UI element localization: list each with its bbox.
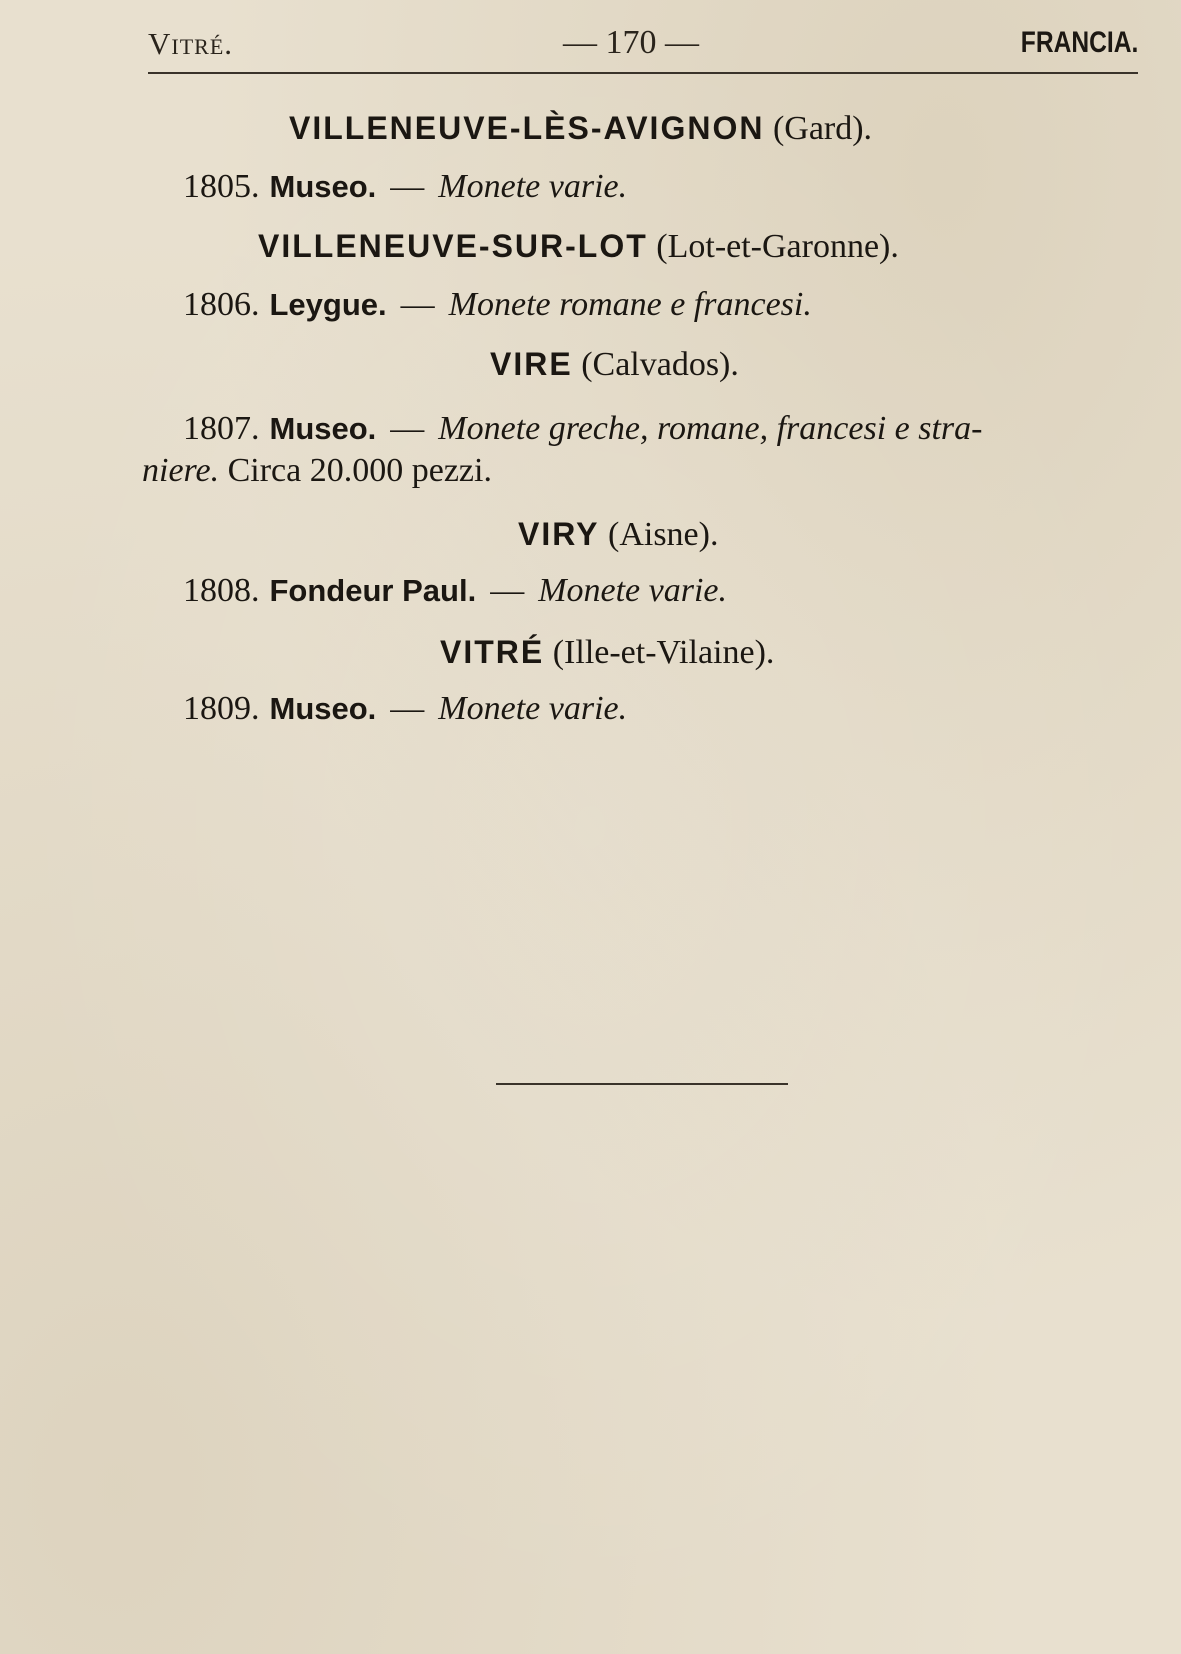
entry-name: Leygue.	[269, 287, 387, 322]
entry-dash: —	[390, 168, 425, 205]
entry-number: 1808.	[183, 572, 260, 609]
header-rule	[148, 72, 1138, 74]
entry-number: 1806.	[183, 286, 260, 323]
catalog-entry	[183, 690, 627, 728]
place-region: (Ille-et-Vilaine).	[552, 634, 775, 671]
entry-number: 1809.	[183, 690, 260, 727]
entry-description: Monete varie.	[438, 690, 628, 727]
entry-dash: —	[390, 690, 425, 727]
entry-dash: —	[390, 410, 425, 447]
entry-dash: —	[400, 286, 435, 323]
entry-name: Museo.	[269, 411, 377, 446]
place-region: (Lot-et-Garonne).	[656, 228, 899, 265]
entry-name: Museo.	[269, 691, 377, 726]
entry-description: Monete greche, romane, francesi e stra-	[438, 410, 983, 447]
entry-number: 1805.	[183, 168, 260, 205]
entry-description: Monete varie.	[438, 168, 628, 205]
catalog-entry	[183, 572, 727, 610]
entry-dash: —	[490, 572, 525, 609]
place-heading	[440, 634, 774, 672]
entry-extra-note: Circa 20.000 pezzi.	[227, 452, 492, 489]
place-heading	[289, 110, 872, 148]
running-head-left: Vitré.	[148, 26, 234, 61]
running-head-right: FRANCIA.	[1020, 26, 1138, 59]
running-header	[148, 22, 1138, 72]
catalog-entry	[183, 286, 812, 324]
entry-name: Museo.	[269, 169, 377, 204]
entry-description-continuation: niere.	[142, 452, 220, 489]
end-rule	[496, 1083, 788, 1085]
place-heading	[490, 346, 739, 384]
page-number: — 170 —	[563, 24, 699, 61]
catalog-entry	[183, 168, 627, 206]
place-name: VITRÉ	[440, 634, 545, 670]
catalog-entry-continuation	[142, 452, 492, 490]
entry-number: 1807.	[183, 410, 260, 447]
place-region: (Aisne).	[608, 516, 719, 553]
place-name: VILLENEUVE-LÈS-AVIGNON	[289, 110, 765, 146]
entry-description: Monete romane e francesi.	[448, 286, 812, 323]
entry-description: Monete varie.	[538, 572, 727, 609]
catalog-entry	[183, 410, 982, 448]
place-name: VILLENEUVE-SUR-LOT	[258, 228, 648, 264]
place-name: VIRE	[490, 346, 573, 382]
place-region: (Calvados).	[581, 346, 739, 383]
entry-name: Fondeur Paul.	[269, 573, 477, 608]
place-region: (Gard).	[772, 110, 873, 147]
place-heading	[258, 228, 899, 266]
place-heading	[518, 516, 718, 554]
place-name: VIRY	[518, 516, 600, 552]
